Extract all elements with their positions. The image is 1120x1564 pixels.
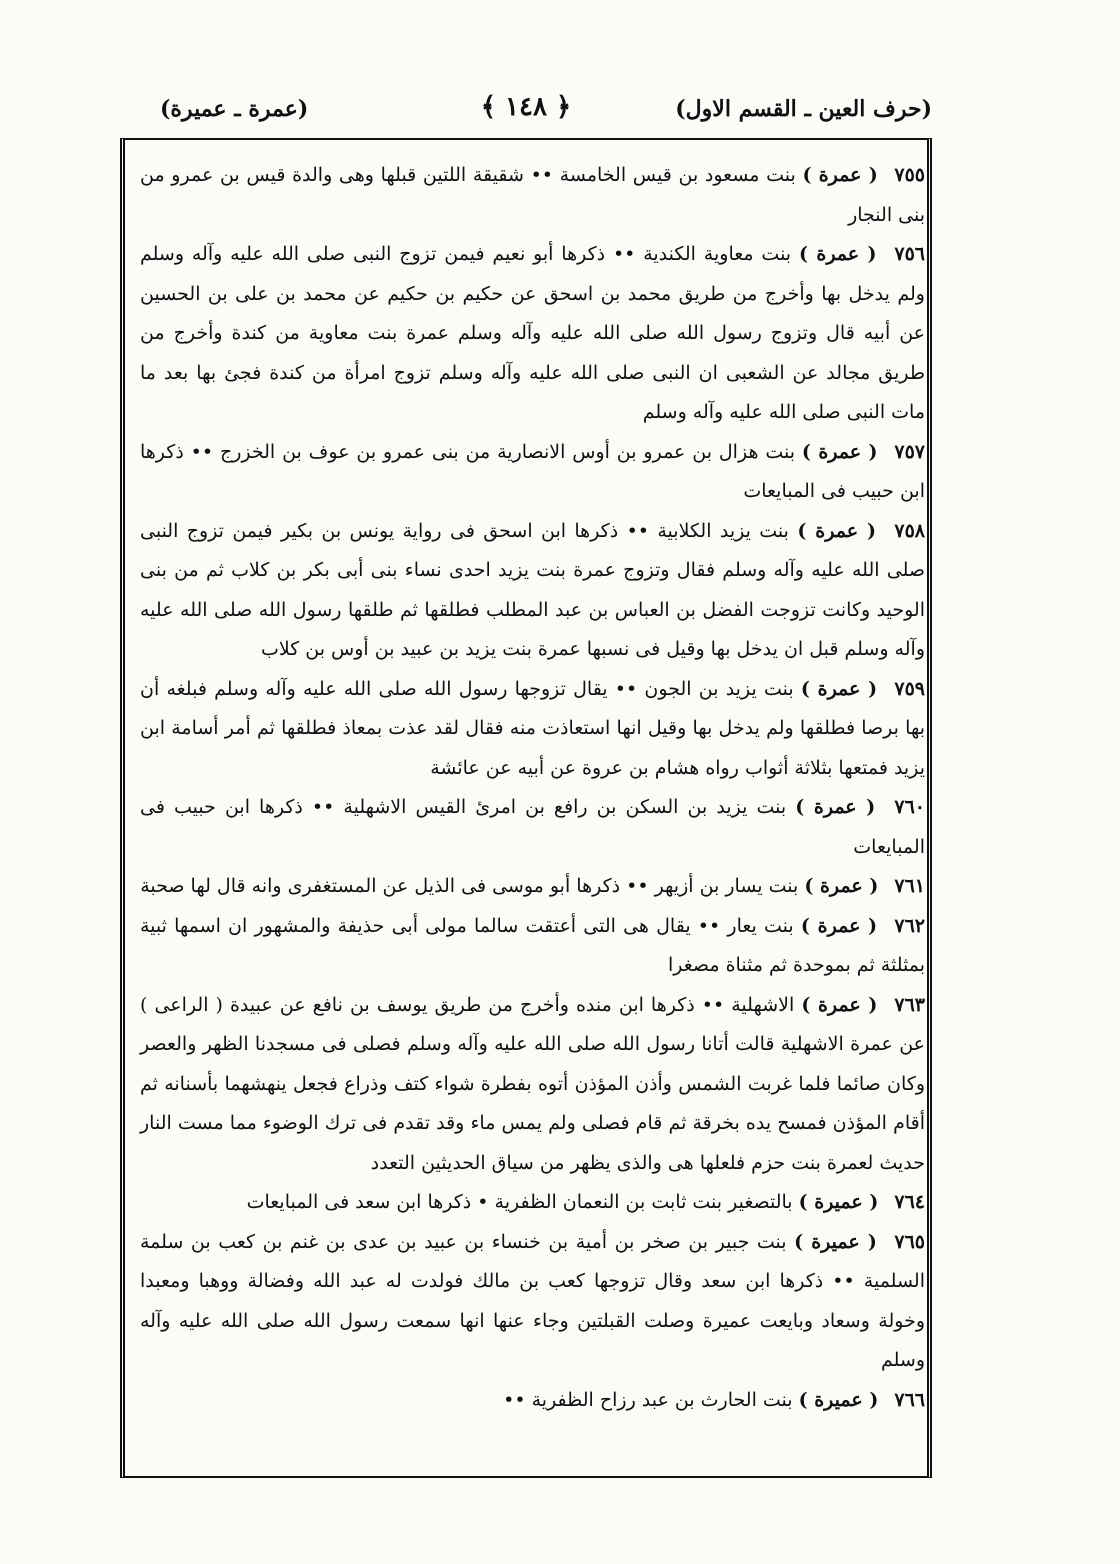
entry-number: ٧٦٦ [894, 1388, 925, 1411]
entry-text: بالتصغير بنت ثابت بن النعمان الظفرية • ذكرها ابن سعد فى المبايعات [246, 1191, 793, 1213]
entry-name: ( عمرة ) [802, 164, 878, 186]
entry-number: ٧٦٠ [894, 796, 925, 818]
entry-name: ( عمرة ) [800, 677, 878, 700]
entry-text: الاشهلية •• ذكرها ابن منده وأخرج من طريق يوسف بن نافع عن عبيدة ( الراعى ) عن عمرة الاشهلية قالت أتانا رسول الله صلى الله عليه وآله وسلم فصلى فى مسجدنا الظهر والعصر وكان صائما فلما غربت الشمس وأذن المؤذن أتوه بفطرة شواء كتف وذراع فجعل ينهشهما بأسنانه ثم أقام المؤذن فمسح يده بخرقة ثم قام فصلى ولم يمس ماء وقد تقدم فى ترك الوضوء مما مست النار حديث لعمرة بنت حزم فلعلها هى والذى يظهر من سياق الحديثين التعدد [140, 993, 925, 1174]
entry-text: بنت هزال بن عمرو بن أوس الانصارية من بنى عمرو بن عوف بن الخزرج •• ذكرها ابن حبيب فى المبايعات [140, 440, 925, 502]
entry-text: بنت مسعود بن قيس الخامسة •• شقيقة اللتين قبلها وهى والدة قيس بن عمرو من بنى النجار [140, 164, 925, 226]
entry-text: بنت يزيد الكلابية •• ذكرها ابن اسحق فى رواية يونس بن بكير فيمن تزوج النبى صلى الله عليه وآله وسلم فقال وتزوج عمرة بنت يزيد احدى نساء بنى أبى بكر بن كلاب ثم من بنى الوحيد وكانت تزوجت الفضل بن العباس بن عبد المطلب فطلقها ثم طلقها رسول الله صلى الله عليه وآله وسلم قبل ان يدخل بها وقيل فى نسبها عمرة بنت يزيد بن عبيد بن أوس بن كلاب [140, 519, 925, 660]
page-number: ﴿ ١٤٨ ﴾ [480, 92, 572, 122]
entry-number: ٧٦٢ [894, 914, 926, 937]
entry-text: بنت يزيد بن السكن بن رافع بن امرئ القيس الاشهلية •• ذكرها ابن حبيب فى المبايعات [140, 796, 925, 858]
entry-765 [140, 1223, 925, 1381]
entry-name: ( عمرة ) [804, 875, 879, 897]
entry-757 [140, 433, 925, 512]
entry-text: بنت جبير بن صخر بن أمية بن خنساء بن عبيد بن عدى بن غنم بن كعب بن سلمة السلمية •• ذكرها ابن سعد وقال تزوجها كعب بن مالك فولدت له عبد الله وفضالة ووهبا ومعبدا وخولة وسعاد وبايعت عميرة وصلت القبلتين وجاء عنها انها سمعت رسول الله صلى الله عليه وآله وسلم [140, 1230, 925, 1371]
entry-name: ( عمرة ) [801, 440, 878, 463]
entry-759 [140, 670, 925, 789]
page-header [120, 92, 932, 140]
entry-text: بنت يزيد بن الجون •• يقال تزوجها رسول الله صلى الله عليه وآله وسلم فبلغه أن بها برصا فطلقها ولم يدخل بها وقيل انها استعاذت منه فقال لقد عذت بمعاذ فطلقها ثم أمر أسامة ابن يزيد فمتعها بثلاثة أثواب رواه هشام بن عروة عن أبيه عن عائشة [140, 677, 925, 779]
entry-range-heading: (عمرة ـ عميرة) [160, 96, 309, 122]
entry-name: ( عميرة ) [798, 1388, 879, 1411]
chapter-heading: (حرف العين ـ القسم الاول) [675, 96, 932, 122]
entry-758 [140, 512, 925, 670]
entries-body [140, 156, 925, 1420]
entry-number: ٧٦٣ [894, 993, 926, 1016]
entry-name: ( عمرة ) [797, 519, 876, 542]
entry-name: ( عمرة ) [801, 993, 878, 1016]
entry-755 [140, 156, 925, 235]
entry-number: ٧٥٩ [894, 677, 925, 700]
entry-text: بنت معاوية الكندية •• ذكرها أبو نعيم فيمن تزوج النبى صلى الله عليه وآله وسلم ولم يدخل بها وأخرج من طريق محمد بن اسحق عن حكيم بن حكيم عن محمد بن على بن الحسين عن أبيه قال وتزوج رسول الله صلى الله عليه وآله وسلم عمرة بنت معاوية من كندة وأخرج من طريق مجالد عن الشعبى ان النبى صلى الله عليه وآله وسلم تزوج امرأة من كندة فجئ بها بعد ما مات النبى صلى الله عليه وآله وسلم [140, 243, 925, 423]
entry-763 [140, 986, 925, 1184]
entry-764 [140, 1183, 925, 1223]
entry-name: ( عمرة ) [800, 914, 878, 937]
entry-text: بنت يعار •• يقال هى التى أعتقت سالما مولى أبى حذيفة والمشهور ان اسمها ثبية بمثلثة ثم بموحدة ثم مثناة مصغرا [140, 914, 925, 976]
entry-number: ٧٥٦ [894, 243, 925, 265]
entry-760 [140, 788, 925, 867]
entry-text: بنت يسار بن أزيهر •• ذكرها أبو موسى فى الذيل عن المستغفرى وانه قال لها صحبة [140, 875, 799, 897]
entry-762 [140, 907, 925, 986]
entry-761 [140, 867, 925, 907]
entry-text: بنت الحارث بن عبد رزاح الظفرية •• [503, 1388, 793, 1411]
entry-number: ٧٥٧ [894, 440, 926, 463]
entry-name: ( عمرة ) [798, 243, 877, 265]
entry-number: ٧٦٤ [894, 1191, 925, 1213]
entry-name: ( عميرة ) [794, 1230, 877, 1253]
entry-name: ( عمرة ) [795, 796, 876, 818]
entry-number: ٧٦٥ [894, 1230, 925, 1253]
entry-766 [140, 1381, 925, 1421]
entry-number: ٧٦١ [894, 875, 925, 897]
entry-756 [140, 235, 925, 433]
entry-name: ( عميرة ) [798, 1191, 879, 1213]
entry-number: ٧٥٨ [894, 519, 926, 542]
entry-number: ٧٥٥ [894, 164, 925, 186]
